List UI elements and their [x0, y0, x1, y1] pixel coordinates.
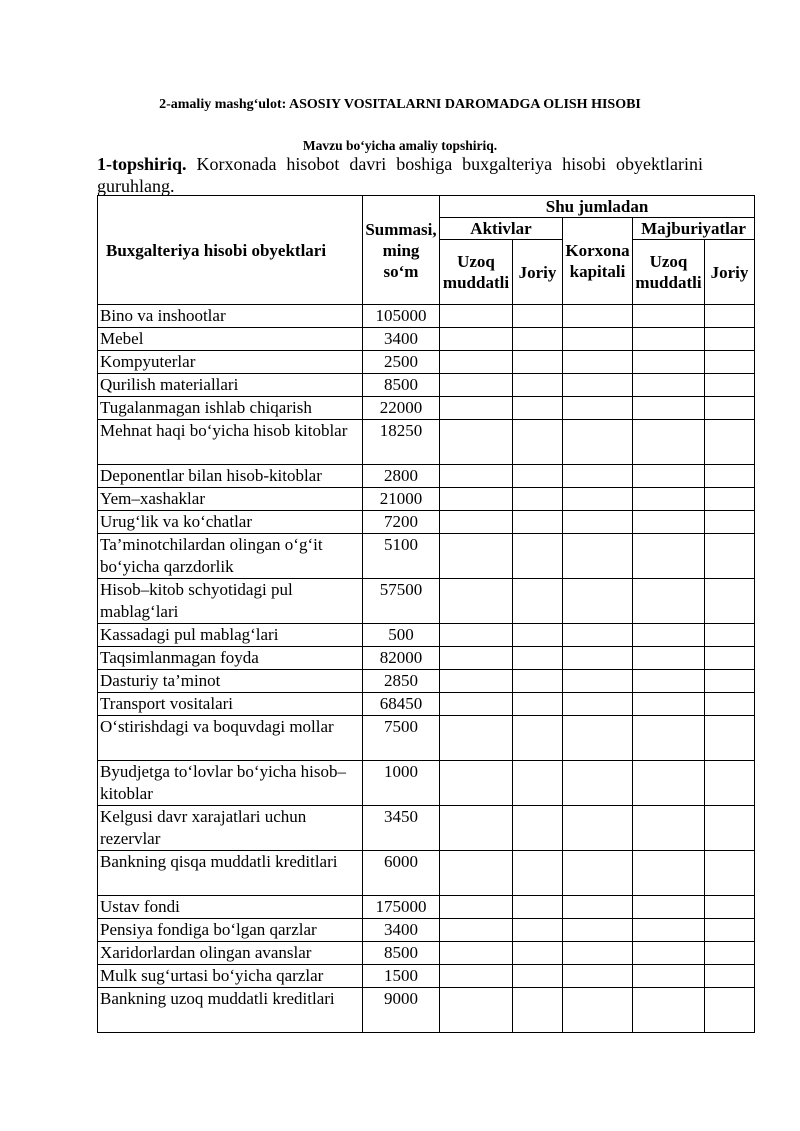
cell-liabilities-current: [705, 965, 755, 988]
table-row: [98, 988, 755, 1033]
row-sum: 82000: [363, 647, 440, 670]
cell-assets-current: [513, 397, 563, 420]
table-row: [98, 374, 755, 397]
task-label: 1-topshiriq.: [97, 154, 187, 174]
table-row: [98, 942, 755, 965]
cell-assets-long-term: [440, 761, 513, 806]
row-sum: 105000: [363, 305, 440, 328]
cell-assets-current: [513, 942, 563, 965]
header-assets-long-term: Uzoq muddatli: [440, 240, 513, 305]
row-sum: 2800: [363, 465, 440, 488]
row-sum: 7500: [363, 716, 440, 761]
table-row: [98, 624, 755, 647]
table-row: [98, 305, 755, 328]
cell-liabilities-long-term: [633, 716, 705, 761]
cell-assets-long-term: [440, 693, 513, 716]
cell-assets-current: [513, 374, 563, 397]
row-object-name: Kassadagi pul mablag‘lari: [98, 624, 363, 647]
cell-liabilities-long-term: [633, 579, 705, 624]
table-row: [98, 896, 755, 919]
row-object-name: Qurilish materiallari: [98, 374, 363, 397]
cell-liabilities-long-term: [633, 420, 705, 465]
row-sum: 8500: [363, 942, 440, 965]
cell-equity: [563, 328, 633, 351]
cell-liabilities-long-term: [633, 351, 705, 374]
cell-assets-current: [513, 851, 563, 896]
row-object-name: Bankning uzoq muddatli kreditlari: [98, 988, 363, 1033]
cell-liabilities-current: [705, 647, 755, 670]
cell-assets-current: [513, 806, 563, 851]
cell-liabilities-current: [705, 988, 755, 1033]
row-sum: 68450: [363, 693, 440, 716]
cell-assets-current: [513, 420, 563, 465]
cell-assets-current: [513, 351, 563, 374]
header-equity: Korxona kapitali: [563, 218, 633, 305]
header-assets-current: Joriy: [513, 240, 563, 305]
cell-equity: [563, 919, 633, 942]
cell-equity: [563, 465, 633, 488]
cell-liabilities-long-term: [633, 328, 705, 351]
row-object-name: Kompyuterlar: [98, 351, 363, 374]
page-title: 2-amaliy mashg‘ulot: ASOSIY VOSITALARNI DAROMADGA OLISH HISOBI: [159, 97, 641, 112]
row-sum: 22000: [363, 397, 440, 420]
cell-assets-current: [513, 624, 563, 647]
row-object-name: Taqsimlanmagan foyda: [98, 647, 363, 670]
cell-liabilities-long-term: [633, 693, 705, 716]
cell-liabilities-current: [705, 716, 755, 761]
cell-liabilities-long-term: [633, 851, 705, 896]
table-row: [98, 647, 755, 670]
row-object-name: Bankning qisqa muddatli kreditlari: [98, 851, 363, 896]
cell-equity: [563, 397, 633, 420]
cell-equity: [563, 647, 633, 670]
cell-liabilities-current: [705, 670, 755, 693]
accounting-objects-table: [97, 195, 755, 1033]
row-object-name: Xaridorlardan olingan avanslar: [98, 942, 363, 965]
cell-assets-long-term: [440, 328, 513, 351]
cell-equity: [563, 965, 633, 988]
row-object-name: Yem–xashaklar: [98, 488, 363, 511]
task-text: Korxonada hisobot davri boshiga buxgalteriya hisobi obyektlarini guruhlang.: [97, 154, 703, 196]
cell-assets-current: [513, 988, 563, 1033]
cell-assets-long-term: [440, 851, 513, 896]
row-sum: 57500: [363, 579, 440, 624]
cell-equity: [563, 693, 633, 716]
cell-equity: [563, 511, 633, 534]
cell-assets-long-term: [440, 374, 513, 397]
cell-equity: [563, 716, 633, 761]
row-sum: 9000: [363, 988, 440, 1033]
cell-assets-long-term: [440, 988, 513, 1033]
row-sum: 2500: [363, 351, 440, 374]
row-object-name: Mehnat haqi bo‘yicha hisob kitoblar: [98, 420, 363, 465]
header-liabilities-long-term: Uzoq muddatli: [633, 240, 705, 305]
row-sum: 175000: [363, 896, 440, 919]
table-row: [98, 534, 755, 579]
cell-assets-long-term: [440, 624, 513, 647]
row-object-name: Bino va inshootlar: [98, 305, 363, 328]
cell-equity: [563, 896, 633, 919]
row-sum: 1500: [363, 965, 440, 988]
row-object-name: O‘stirishdagi va boquvdagi mollar: [98, 716, 363, 761]
cell-assets-long-term: [440, 896, 513, 919]
cell-liabilities-current: [705, 374, 755, 397]
cell-assets-current: [513, 647, 563, 670]
cell-equity: [563, 488, 633, 511]
cell-liabilities-long-term: [633, 919, 705, 942]
cell-liabilities-long-term: [633, 647, 705, 670]
cell-liabilities-long-term: [633, 488, 705, 511]
cell-assets-long-term: [440, 305, 513, 328]
cell-equity: [563, 988, 633, 1033]
cell-liabilities-current: [705, 511, 755, 534]
cell-equity: [563, 351, 633, 374]
cell-assets-current: [513, 693, 563, 716]
cell-assets-long-term: [440, 579, 513, 624]
cell-liabilities-long-term: [633, 534, 705, 579]
table-row: [98, 761, 755, 806]
cell-equity: [563, 624, 633, 647]
table-row: [98, 397, 755, 420]
row-sum: 3450: [363, 806, 440, 851]
table-row: [98, 328, 755, 351]
header-sum: Summasi, ming so‘m: [363, 196, 440, 305]
row-sum: 3400: [363, 328, 440, 351]
cell-liabilities-current: [705, 919, 755, 942]
row-sum: 2850: [363, 670, 440, 693]
cell-liabilities-long-term: [633, 761, 705, 806]
cell-assets-long-term: [440, 397, 513, 420]
table-row: [98, 693, 755, 716]
table-row: [98, 919, 755, 942]
row-object-name: Urug‘lik va ko‘chatlar: [98, 511, 363, 534]
cell-liabilities-current: [705, 420, 755, 465]
cell-liabilities-current: [705, 328, 755, 351]
row-object-name: Tugalanmagan ishlab chiqarish: [98, 397, 363, 420]
row-object-name: Ustav fondi: [98, 896, 363, 919]
cell-assets-long-term: [440, 534, 513, 579]
cell-liabilities-current: [705, 397, 755, 420]
cell-equity: [563, 579, 633, 624]
cell-liabilities-long-term: [633, 670, 705, 693]
row-sum: 7200: [363, 511, 440, 534]
table-row: [98, 488, 755, 511]
header-liabilities: Majburiyatlar: [633, 218, 755, 240]
cell-assets-current: [513, 716, 563, 761]
row-object-name: Hisob–kitob schyotidagi pul mablag‘lari: [98, 579, 363, 624]
cell-equity: [563, 374, 633, 397]
cell-equity: [563, 305, 633, 328]
row-sum: 5100: [363, 534, 440, 579]
row-object-name: Transport vositalari: [98, 693, 363, 716]
cell-liabilities-current: [705, 579, 755, 624]
cell-liabilities-current: [705, 624, 755, 647]
cell-equity: [563, 670, 633, 693]
cell-equity: [563, 534, 633, 579]
cell-equity: [563, 851, 633, 896]
row-object-name: Ta’minotchilardan olingan o‘g‘it bo‘yicha qarzdorlik: [98, 534, 363, 579]
row-object-name: Mulk sug‘urtasi bo‘yicha qarzlar: [98, 965, 363, 988]
cell-assets-current: [513, 534, 563, 579]
cell-equity: [563, 942, 633, 965]
cell-liabilities-current: [705, 351, 755, 374]
page-subtitle: Mavzu bo‘yicha amaliy topshiriq.: [302, 138, 498, 153]
cell-assets-long-term: [440, 919, 513, 942]
header-assets: Aktivlar: [440, 218, 563, 240]
cell-assets-long-term: [440, 647, 513, 670]
cell-assets-long-term: [440, 942, 513, 965]
table-row: [98, 579, 755, 624]
cell-liabilities-long-term: [633, 465, 705, 488]
cell-liabilities-current: [705, 942, 755, 965]
cell-liabilities-long-term: [633, 806, 705, 851]
cell-liabilities-long-term: [633, 624, 705, 647]
cell-liabilities-long-term: [633, 942, 705, 965]
cell-liabilities-current: [705, 534, 755, 579]
cell-liabilities-current: [705, 761, 755, 806]
table-row: [98, 420, 755, 465]
cell-liabilities-long-term: [633, 374, 705, 397]
row-object-name: Kelgusi davr xarajatlari uchun rezervlar: [98, 806, 363, 851]
cell-liabilities-long-term: [633, 988, 705, 1033]
cell-assets-current: [513, 761, 563, 806]
table-row: [98, 851, 755, 896]
row-object-name: Mebel: [98, 328, 363, 351]
header-including: Shu jumladan: [440, 196, 755, 218]
row-sum: 3400: [363, 919, 440, 942]
cell-assets-current: [513, 305, 563, 328]
cell-assets-long-term: [440, 670, 513, 693]
cell-assets-long-term: [440, 716, 513, 761]
cell-assets-current: [513, 511, 563, 534]
cell-liabilities-long-term: [633, 896, 705, 919]
row-object-name: Deponentlar bilan hisob-kitoblar: [98, 465, 363, 488]
cell-assets-long-term: [440, 511, 513, 534]
cell-assets-long-term: [440, 965, 513, 988]
row-object-name: Pensiya fondiga bo‘lgan qarzlar: [98, 919, 363, 942]
cell-liabilities-current: [705, 851, 755, 896]
cell-assets-current: [513, 579, 563, 624]
cell-liabilities-current: [705, 465, 755, 488]
cell-assets-current: [513, 465, 563, 488]
table-row: [98, 465, 755, 488]
header-objects: Buxgalteriya hisobi obyektlari: [98, 196, 363, 305]
cell-equity: [563, 806, 633, 851]
cell-assets-current: [513, 488, 563, 511]
cell-assets-long-term: [440, 351, 513, 374]
table-row: [98, 511, 755, 534]
row-object-name: Dasturiy ta’minot: [98, 670, 363, 693]
cell-liabilities-current: [705, 488, 755, 511]
cell-assets-long-term: [440, 420, 513, 465]
row-sum: 1000: [363, 761, 440, 806]
table-row: [98, 351, 755, 374]
table-row: [98, 965, 755, 988]
cell-equity: [563, 761, 633, 806]
row-object-name: Byudjetga to‘lovlar bo‘yicha hisob–kitoblar: [98, 761, 363, 806]
cell-assets-current: [513, 919, 563, 942]
cell-equity: [563, 420, 633, 465]
row-sum: 8500: [363, 374, 440, 397]
header-liabilities-current: Joriy: [705, 240, 755, 305]
cell-liabilities-current: [705, 693, 755, 716]
row-sum: 6000: [363, 851, 440, 896]
row-sum: 21000: [363, 488, 440, 511]
cell-assets-long-term: [440, 806, 513, 851]
cell-liabilities-long-term: [633, 397, 705, 420]
row-sum: 500: [363, 624, 440, 647]
cell-liabilities-current: [705, 305, 755, 328]
cell-assets-long-term: [440, 488, 513, 511]
table-row: [98, 806, 755, 851]
task-paragraph: [97, 153, 703, 197]
cell-assets-current: [513, 896, 563, 919]
cell-assets-current: [513, 328, 563, 351]
cell-assets-current: [513, 670, 563, 693]
row-sum: 18250: [363, 420, 440, 465]
cell-liabilities-long-term: [633, 511, 705, 534]
cell-liabilities-current: [705, 806, 755, 851]
cell-assets-long-term: [440, 465, 513, 488]
table-row: [98, 716, 755, 761]
table-row: [98, 670, 755, 693]
cell-assets-current: [513, 965, 563, 988]
cell-liabilities-long-term: [633, 305, 705, 328]
cell-liabilities-current: [705, 896, 755, 919]
cell-liabilities-long-term: [633, 965, 705, 988]
